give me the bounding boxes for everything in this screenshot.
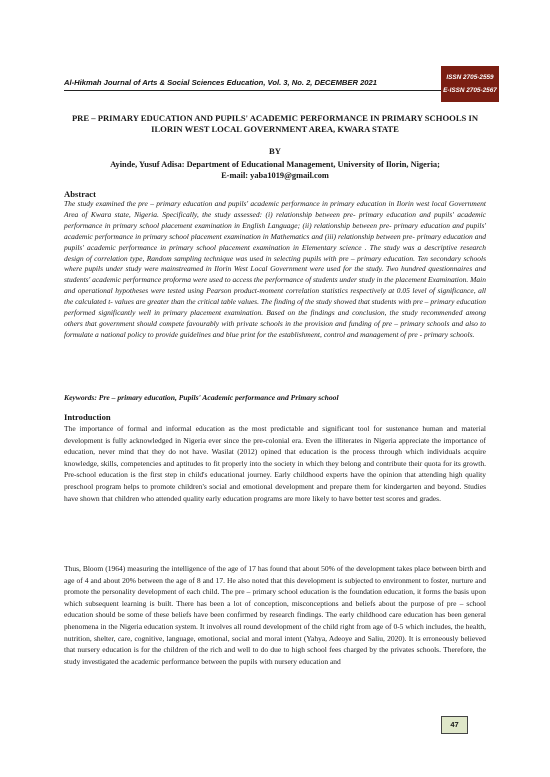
abstract-heading: Abstract [64, 189, 96, 199]
abstract-text: The study examined the pre – primary education and pupils' academic performance in primary education in Ilorin west local Government Area of Kwara state, Nigeria. Specifically, the study assessed: (i) relationship between pre- primary education and pupils' academic performance in primary school placement examination in English Language; (ii) relationship between pre- primary education and pupils' academic performance in primary school placement examination in Mathematics and (iii) relationship between pre- primary education and pupils' academic performance in primary school placement examination in Elementary science . The study was a descriptive research design of correlation type, Random sampling technique was used in selecting pupils with pre – primary education. Ten secondary schools where pupils under study were mainstreamed in Ilorin West Local Government were used for the study. Two hundred questionnaires and students' academic performance proforma were used to access the performance of students under study in the placement Examination. Main and operational hypotheses were tested using Pearson product-moment correlation statistics respectively at 0.05 level of significance, all the calculated t- values are greater than the critical table values. The finding of the study showed that students with pre – primary education performed significantly well in primary placement examination. Based on the findings and conclusion, the study recommended among others that government should compete favourably with private schools in the provision and funding of pre – primary schools and also to formulate a national policy to provide guidelines and blue print for the establishment, control and management of pre - primary schools. [64, 199, 486, 339]
running-header [64, 74, 464, 94]
by-line: BY [269, 146, 281, 156]
keywords-line: Keywords: Pre – primary education, Pupils' Academic performance and Primary school [64, 393, 339, 402]
page-number: 47 [441, 716, 468, 734]
article-title: PRE – PRIMARY EDUCATION AND PUPILS' ACADEMIC PERFORMANCE IN PRIMARY SCHOOLS IN ILORIN WEST LOCAL GOVERNMENT AREA, KWARA STATE [71, 113, 479, 134]
author-email: E-mail: yaba1019@gmail.com [221, 171, 329, 180]
introduction-paragraph-2: Thus, Bloom (1964) measuring the intelligence of the age of 17 has found that about 50% of the development takes place between birth and age of 4 and about 20% between the age of 8 and 17. He also noted that this development is subjected to environment to foster, nurture and promote the personality development of each child. The pre – primary school education is the foundation education, it forms the basis upon which subsequent learning is built. There has been a lot of conception, misconceptions and beliefs about the purpose of pre – school education should be some of these beliefs have been confirmed by research findings. The early childhood care education has been general phenomena in the Nigeria education system. It involves all round development of the child right from age of 0-5 which includes, the health, nutrition, shelter, care, cognitive, language, emotional, social and moral intent (Yahya, Adeoye and Saliu, 2020). It is erroneously believed that nursery education is for the children of the rich and well to do due to high school fees charged by the privates schools. Therefore, the study investigated the academic performance between the pupils with nursery education and [64, 564, 486, 666]
introduction-heading: Introduction [64, 412, 111, 422]
issn-badge [441, 66, 499, 102]
issn-number: ISSN 2705-2559 [446, 74, 494, 81]
eissn-number: E-ISSN 2705-2567 [443, 87, 497, 94]
header-divider [64, 90, 450, 91]
author-block [64, 159, 486, 181]
journal-citation: Al-Hikmah Journal of Arts & Social Sciences Education, Vol. 3, No. 2, DECEMBER 2021 [64, 78, 377, 87]
author-affiliation: Ayinde, Yusuf Adisa: Department of Educational Management, University of Ilorin, Nigeria; [110, 160, 440, 169]
introduction-paragraph-1: The importance of formal and informal education as the most predictable and significant tool for sustenance human and material development is fully acknowledged in Nigeria ever since the pre-colonial era. Even the illiterates in Nigeria appreciate the importance of education, never mind that they do not have. Wasilat (2012) opined that education is the process through which individuals acquire knowledge, skills, competencies and aptitudes to fit properly into the society in which they belong and contribute their quota for its growth. Pre-school education is the first step in child's educational journey. Early childhood experts have the opinion that attending high quality preschool program helps to promote children's social and emotional development and prepare them for kindergarten and beyond. Studies have shown that children who attended quality early education programs are more likely to have better test scores and grades. [64, 424, 486, 503]
